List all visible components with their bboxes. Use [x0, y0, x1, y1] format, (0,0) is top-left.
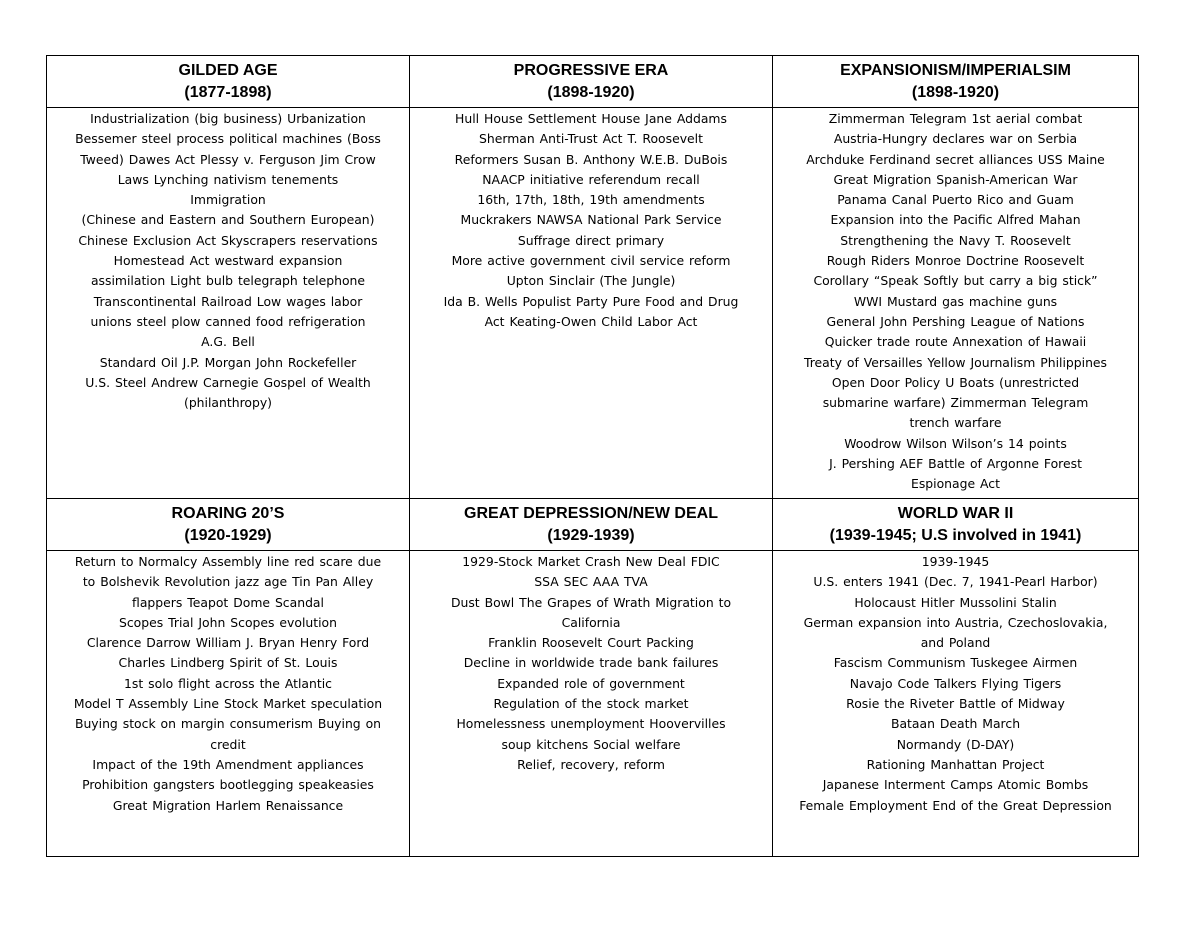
term-line: More active government civil service reform: [451, 253, 731, 269]
term-line: SSA SEC AAA TVA: [534, 574, 648, 590]
era-terms: [412, 551, 770, 775]
cell-roaring-20s: [47, 499, 410, 857]
term-line: California: [561, 614, 621, 630]
term-line: Navajo Code Talkers Flying Tigers: [849, 675, 1062, 691]
term-line: Bataan Death March: [890, 716, 1021, 732]
era-dates: (1939-1945; U.S involved in 1941): [829, 527, 1082, 544]
term-line: to Bolshevik Revolution jazz age Tin Pan Alley: [82, 574, 374, 590]
cell-great-depression-new-deal: [410, 499, 773, 857]
term-line: Japanese Interment Camps Atomic Bombs: [822, 777, 1089, 793]
term-line: 1939-1945: [921, 554, 990, 569]
era-title: EXPANSIONISM/IMPERIALSIM: [840, 62, 1071, 79]
term-line: Espionage Act: [911, 476, 1000, 492]
era-title: PROGRESSIVE ERA: [513, 62, 669, 79]
term-line: Woodrow Wilson Wilson’s 14 points: [844, 435, 1067, 451]
term-line: Rationing Manhattan Project: [866, 756, 1045, 772]
term-line: Austria-Hungry declares war on Serbia: [833, 131, 1078, 147]
term-line: Archduke Ferdinand secret alliances USS Maine: [806, 151, 1105, 167]
term-line: Reformers Susan B. Anthony W.E.B. DuBois: [454, 151, 728, 167]
term-line: Franklin Roosevelt Court Packing: [488, 635, 694, 651]
era-terms: [412, 108, 770, 332]
term-line: Suffrage direct primary: [517, 232, 665, 248]
term-line: Dust Bowl The Grapes of Wrath Migration to: [450, 594, 732, 610]
cell-progressive-era: [410, 56, 773, 499]
term-line: Upton Sinclair (The Jungle): [506, 273, 676, 289]
term-line: WWI Mustard gas machine guns: [853, 293, 1058, 309]
term-line: Buying stock on margin consumerism Buying on: [74, 716, 382, 732]
cell-heading: [49, 499, 407, 547]
table-row: [47, 56, 1139, 499]
term-line: Regulation of the stock market: [493, 696, 689, 712]
term-line: Fascism Communism Tuskegee Airmen: [833, 655, 1078, 671]
era-title: WORLD WAR II: [897, 505, 1014, 522]
term-line: Sherman Anti-Trust Act T. Roosevelt: [479, 131, 703, 147]
term-line: Homestead Act westward expansion: [113, 253, 343, 269]
era-dates: (1898-1920): [911, 84, 1000, 101]
term-line: Great Migration Spanish-American War: [833, 171, 1078, 187]
term-line: Act Keating-Owen Child Labor Act: [484, 313, 698, 329]
term-line: NAACP initiative referendum recall: [482, 171, 700, 187]
term-line: Industrialization (big business) Urbanization: [90, 111, 366, 126]
term-line: trench warfare: [909, 415, 1002, 431]
term-line: flappers Teapot Dome Scandal: [132, 594, 324, 610]
term-line: unions steel plow canned food refrigeration: [90, 313, 366, 329]
term-line: Holocaust Hitler Mussolini Stalin: [854, 594, 1057, 610]
term-line: (Chinese and Eastern and Southern European): [81, 212, 375, 228]
term-line: 1929-Stock Market Crash New Deal FDIC: [462, 554, 720, 569]
cell-heading: [775, 56, 1136, 104]
term-line: Strengthening the Navy T. Roosevelt: [840, 232, 1071, 248]
term-line: Zimmerman Telegram 1st aerial combat: [828, 111, 1083, 126]
term-line: Laws Lynching nativism tenements: [117, 171, 339, 187]
term-line: credit: [210, 736, 246, 752]
term-line: Hull House Settlement House Jane Addams: [455, 111, 727, 126]
era-dates: (1920-1929): [184, 527, 272, 544]
term-line: and Poland: [920, 635, 991, 651]
term-line: Relief, recovery, reform: [517, 756, 665, 772]
cell-heading: [412, 56, 770, 104]
era-terms: [775, 108, 1136, 495]
term-line: German expansion into Austria, Czechoslovakia,: [803, 614, 1108, 630]
cell-expansionism-imperialism: [773, 56, 1139, 499]
term-line: Immigration: [190, 192, 266, 208]
term-line: Normandy (D-DAY): [896, 736, 1015, 752]
cell-heading: [412, 499, 770, 547]
term-line: General John Pershing League of Nations: [826, 313, 1085, 329]
term-line: Homelessness unemployment Hoovervilles: [456, 716, 726, 732]
term-line: Tweed) Dawes Act Plessy v. Ferguson Jim Crow: [80, 151, 376, 167]
cell-heading: [775, 499, 1136, 547]
term-line: Quicker trade route Annexation of Hawaii: [824, 334, 1087, 350]
cell-world-war-ii: [773, 499, 1139, 857]
term-line: Charles Lindberg Spirit of St. Louis: [118, 655, 338, 671]
term-line: Expanded role of government: [497, 675, 685, 691]
term-line: Female Employment End of the Great Depression: [799, 797, 1112, 813]
term-line: submarine warfare) Zimmerman Telegram: [822, 395, 1089, 411]
table-row: [47, 499, 1139, 857]
era-title: ROARING 20’S: [171, 505, 285, 522]
era-title: GILDED AGE: [178, 62, 278, 79]
cell-gilded-age: [47, 56, 410, 499]
term-line: Clarence Darrow William J. Bryan Henry Ford: [86, 635, 370, 651]
era-terms: [775, 551, 1136, 816]
era-dates: (1898-1920): [547, 84, 635, 101]
term-line: U.S. enters 1941 (Dec. 7, 1941-Pearl Harbor): [813, 574, 1098, 590]
era-dates: (1929-1939): [547, 527, 635, 544]
term-line: Return to Normalcy Assembly line red scare due: [74, 554, 382, 569]
term-line: Decline in worldwide trade bank failures: [463, 655, 719, 671]
term-line: J. Pershing AEF Battle of Argonne Forest: [829, 456, 1082, 472]
term-line: Panama Canal Puerto Rico and Guam: [837, 192, 1074, 208]
era-dates: (1877-1898): [184, 84, 272, 101]
term-line: Chinese Exclusion Act Skyscrapers reservations: [78, 232, 378, 248]
term-line: Open Door Policy U Boats (unrestricted: [831, 374, 1080, 390]
term-line: 1st solo flight across the Atlantic: [124, 675, 332, 691]
term-line: Corollary “Speak Softly but carry a big stick”: [813, 273, 1098, 289]
term-line: assimilation Light bulb telegraph telephone: [90, 273, 366, 289]
term-line: (philanthropy): [183, 395, 273, 411]
term-line: Rosie the Riveter Battle of Midway: [846, 696, 1065, 712]
term-line: Muckrakers NAWSA National Park Service: [460, 212, 722, 228]
term-line: Ida B. Wells Populist Party Pure Food and Drug: [443, 293, 739, 309]
term-line: Impact of the 19th Amendment appliances: [92, 756, 364, 772]
term-line: Transcontinental Railroad Low wages labor: [93, 293, 363, 309]
term-line: Standard Oil J.P. Morgan John Rockefeller: [99, 354, 357, 370]
era-terms: [49, 551, 407, 816]
term-line: Bessemer steel process political machines (Boss: [75, 131, 381, 147]
term-line: Prohibition gangsters bootlegging speakeasies: [82, 777, 374, 793]
term-line: Great Migration Harlem Renaissance: [112, 797, 344, 813]
term-line: Expansion into the Pacific Alfred Mahan: [830, 212, 1081, 228]
term-line: soup kitchens Social welfare: [501, 736, 681, 752]
term-line: Rough Riders Monroe Doctrine Roosevelt: [826, 253, 1085, 269]
term-line: Scopes Trial John Scopes evolution: [119, 614, 337, 630]
term-line: Model T Assembly Line Stock Market speculation: [73, 696, 383, 712]
term-line: Treaty of Versailles Yellow Journalism Philippines: [803, 354, 1108, 370]
term-line: 16th, 17th, 18th, 19th amendments: [477, 192, 705, 208]
era-terms: [49, 108, 407, 413]
history-eras-table: [46, 55, 1139, 857]
cell-heading: [49, 56, 407, 104]
term-line: A.G. Bell: [201, 334, 255, 350]
term-line: U.S. Steel Andrew Carnegie Gospel of Wealth: [85, 374, 371, 390]
era-title: GREAT DEPRESSION/NEW DEAL: [464, 505, 718, 522]
